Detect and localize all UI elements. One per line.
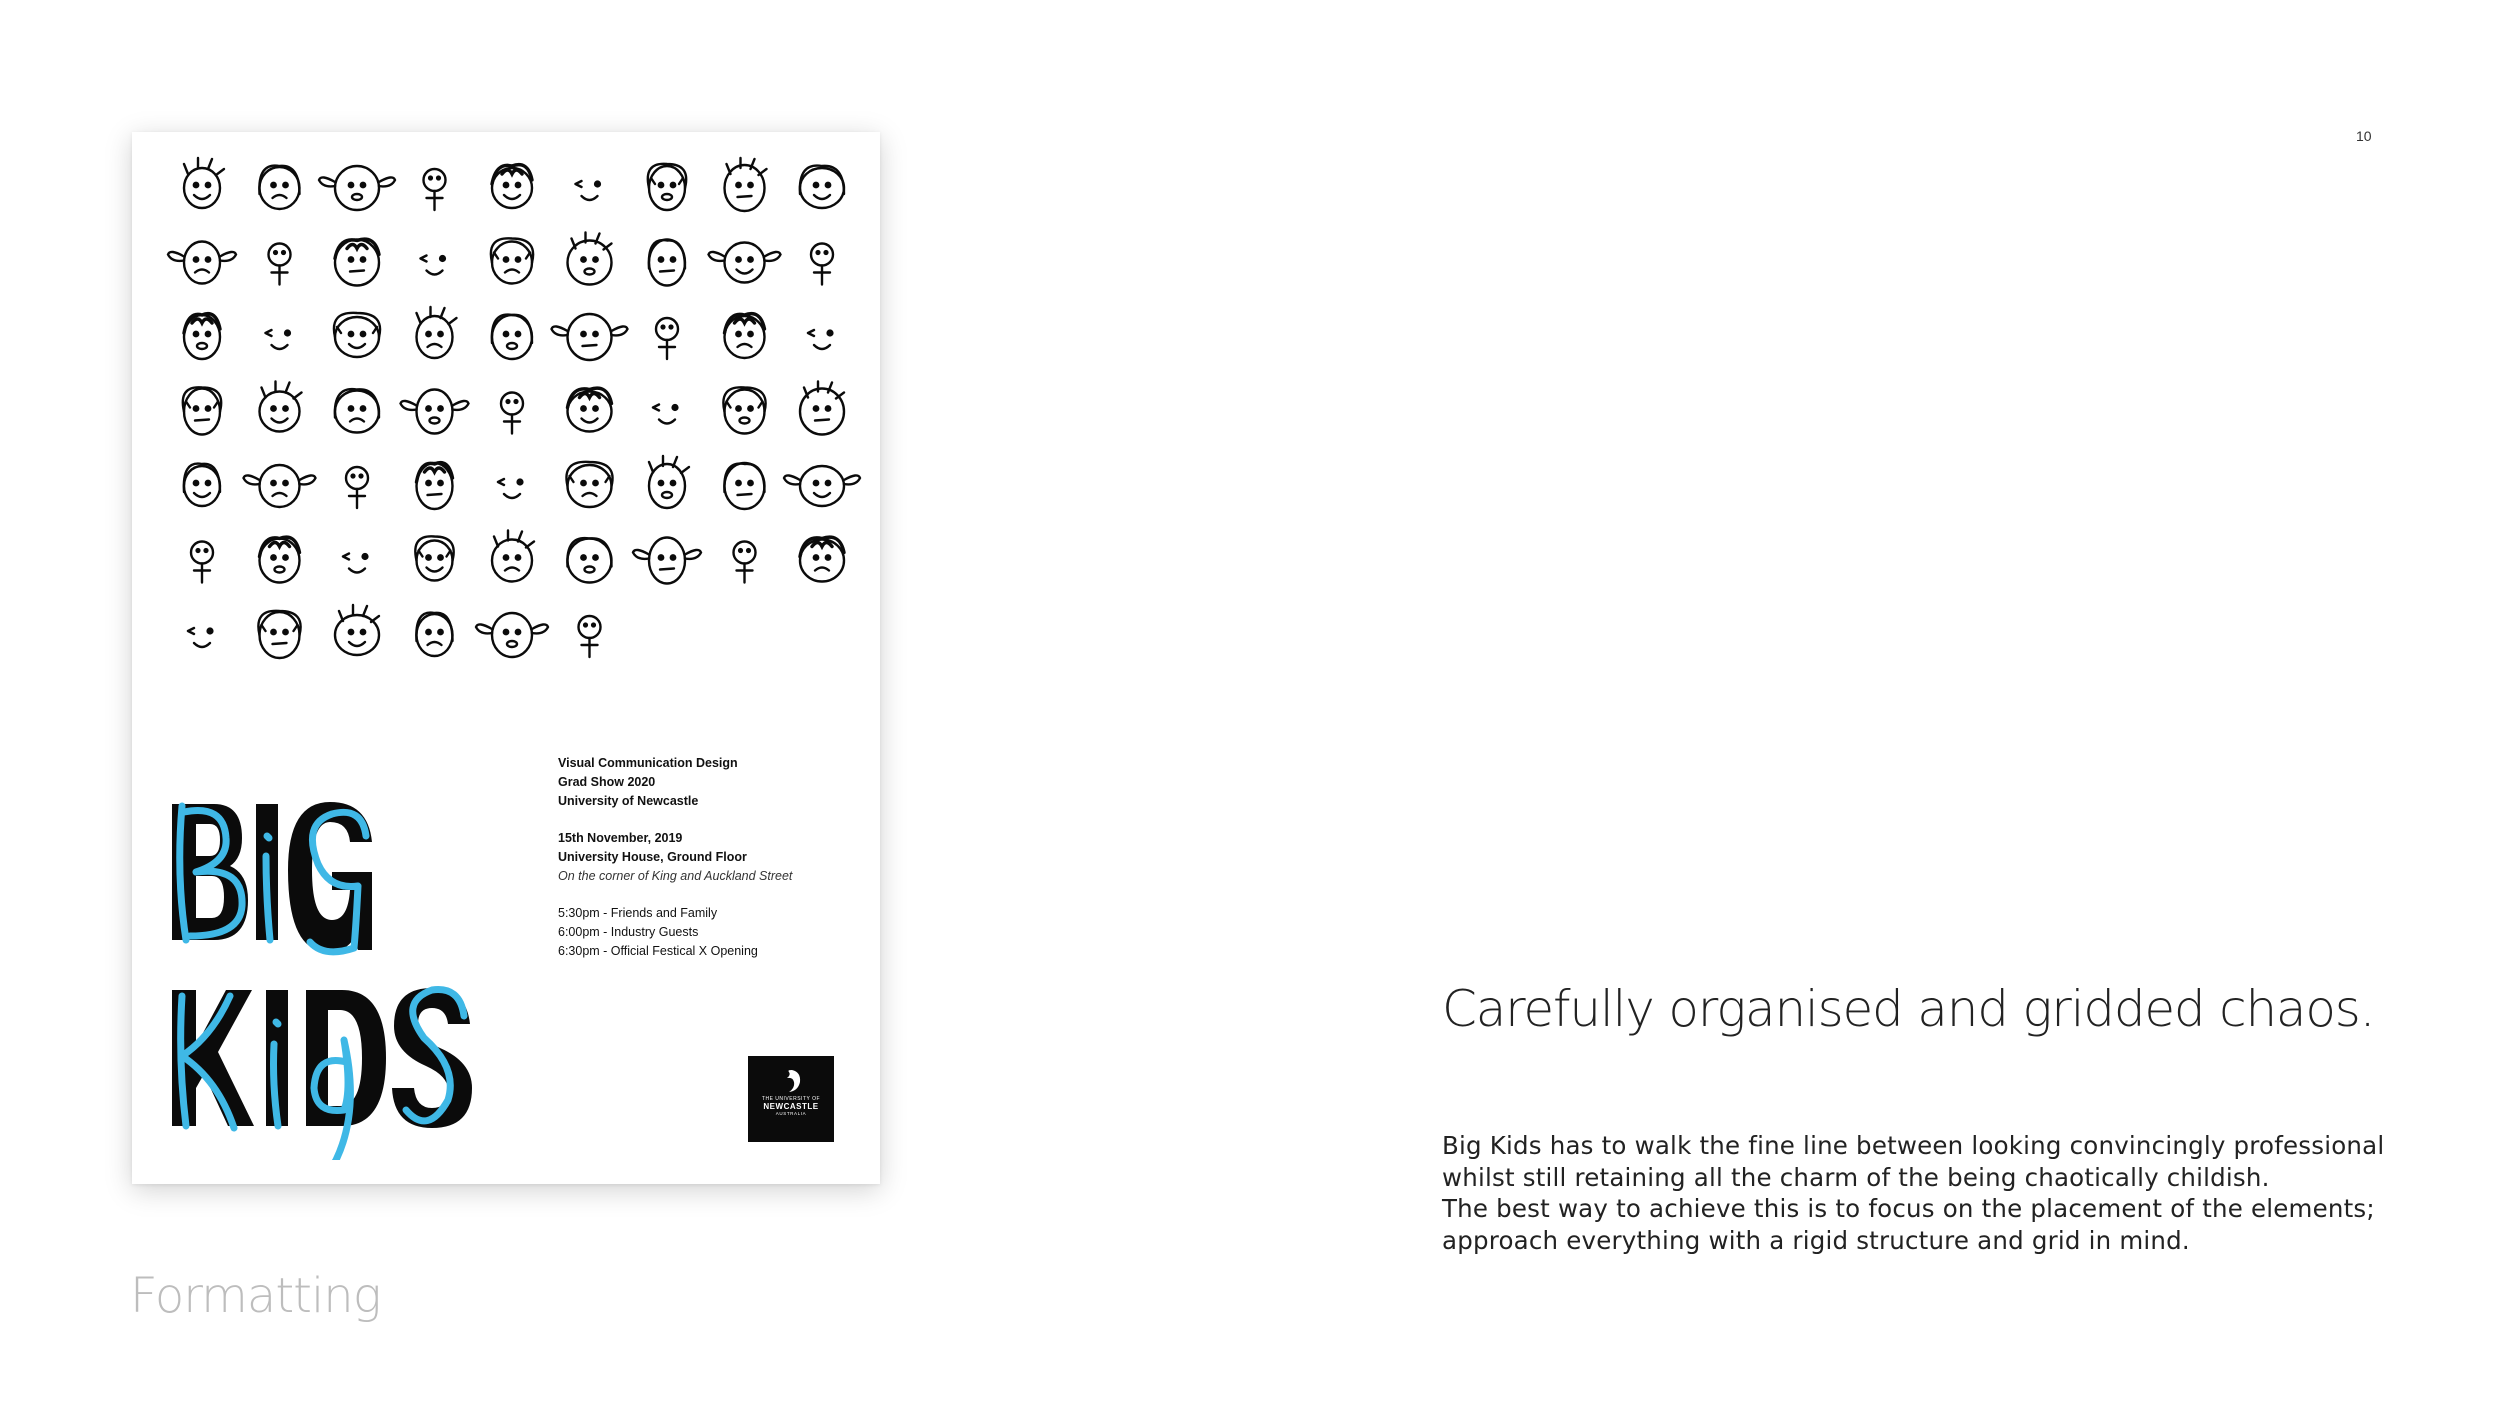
doodle-face xyxy=(800,166,844,208)
logo-line-1: THE UNIVERSITY OF xyxy=(761,1096,821,1102)
event-host: University of Newcastle xyxy=(558,794,699,808)
schedule-item: 5:30pm - Friends and Family xyxy=(558,906,718,920)
body-line: whilst still retaining all the charm of the being chaotically childish. xyxy=(1442,1162,2270,1192)
logo-line-3: AUSTRALIA xyxy=(775,1111,807,1116)
doodle-face xyxy=(260,382,302,432)
doodle-face xyxy=(188,628,212,647)
logo-line-2: NEWCASTLE xyxy=(763,1102,819,1111)
doodle-faces-grid xyxy=(132,132,880,692)
poster-event-details xyxy=(558,754,858,961)
doodle-face xyxy=(335,389,379,432)
doodle-face xyxy=(335,239,379,285)
doodle-face xyxy=(808,330,832,349)
event-date: 15th November, 2019 xyxy=(558,831,683,845)
doodle-face xyxy=(800,537,844,581)
doodle-face xyxy=(260,537,300,582)
doodle-face xyxy=(491,238,533,283)
doodle-face xyxy=(191,542,213,583)
doodle-face xyxy=(183,387,221,434)
doodle-face xyxy=(492,531,534,582)
doodle-face xyxy=(501,393,523,434)
doodle-face xyxy=(184,464,220,506)
doodle-face xyxy=(335,605,379,655)
doodle-face xyxy=(244,465,316,507)
doodle-face xyxy=(649,240,685,286)
doodle-face xyxy=(653,405,677,424)
doodle-face xyxy=(476,613,548,657)
doodle-face xyxy=(492,315,532,359)
body-paragraph xyxy=(1442,1130,2442,1256)
doodle-face xyxy=(723,387,765,433)
schedule-item: 6:30pm - Official Festical X Opening xyxy=(558,944,758,958)
doodle-face xyxy=(568,233,612,285)
doodle-face xyxy=(576,181,600,200)
event-venue: University House, Ground Floor xyxy=(558,850,747,864)
doodle-face xyxy=(649,456,689,508)
big-kids-title-graphic xyxy=(170,800,550,1160)
doodle-face xyxy=(725,314,765,358)
doodle-face xyxy=(568,388,612,431)
doodle-face xyxy=(648,164,686,210)
doodle-face xyxy=(258,611,300,658)
doodle-face xyxy=(811,244,833,285)
doodle-face xyxy=(498,479,522,498)
doodle-face xyxy=(269,244,291,285)
event-poster xyxy=(132,132,880,1184)
event-show: Grad Show 2020 xyxy=(558,775,656,789)
doodle-face xyxy=(421,256,445,275)
body-line: approach everything with a rigid structure and grid in mind. xyxy=(1442,1225,2190,1255)
doodle-face xyxy=(346,467,368,508)
doodle-face xyxy=(579,616,601,657)
doodle-face xyxy=(184,158,224,208)
doodle-face xyxy=(800,382,844,435)
event-venue-note: On the corner of King and Auckland Street xyxy=(558,869,793,883)
doodle-face xyxy=(552,314,628,360)
schedule-item: 6:00pm - Industry Guests xyxy=(558,925,699,939)
headline: Carefully organised and gridded chaos. xyxy=(1442,980,2375,1038)
doodle-face xyxy=(259,166,299,209)
doodle-face xyxy=(415,536,453,580)
doodle-face xyxy=(424,169,446,210)
doodle-face xyxy=(401,390,469,434)
doodle-face xyxy=(266,330,290,349)
event-name: Visual Communication Design xyxy=(558,756,738,770)
university-logo xyxy=(748,1056,834,1142)
doodle-face xyxy=(567,538,611,582)
doodle-face xyxy=(492,165,532,208)
doodle-face xyxy=(566,462,612,507)
page-number: 10 xyxy=(2356,128,2372,144)
section-label: Formatting xyxy=(130,1268,381,1324)
doodle-face xyxy=(724,463,764,509)
seahorse-crest-icon xyxy=(778,1068,804,1094)
doodle-face xyxy=(343,554,367,573)
body-line: Big Kids has to walk the fine line between looking convincingly professional xyxy=(1442,1131,2385,1160)
doodle-face xyxy=(656,318,678,359)
body-line: The best way to achieve this is to focus on the placement of the elements; xyxy=(1442,1194,2375,1223)
doodle-face xyxy=(184,314,220,359)
doodle-face xyxy=(334,313,380,357)
doodle-face xyxy=(168,242,236,284)
doodle-face xyxy=(734,542,756,583)
doodle-face xyxy=(633,538,701,584)
doodle-face xyxy=(784,466,860,506)
doodle-face xyxy=(417,463,453,509)
doodle-face xyxy=(725,158,767,211)
doodle-face xyxy=(709,243,781,283)
doodle-face xyxy=(319,166,395,210)
doodle-face xyxy=(417,307,457,358)
doodle-face xyxy=(416,613,452,656)
title-block-letters xyxy=(172,802,472,1128)
